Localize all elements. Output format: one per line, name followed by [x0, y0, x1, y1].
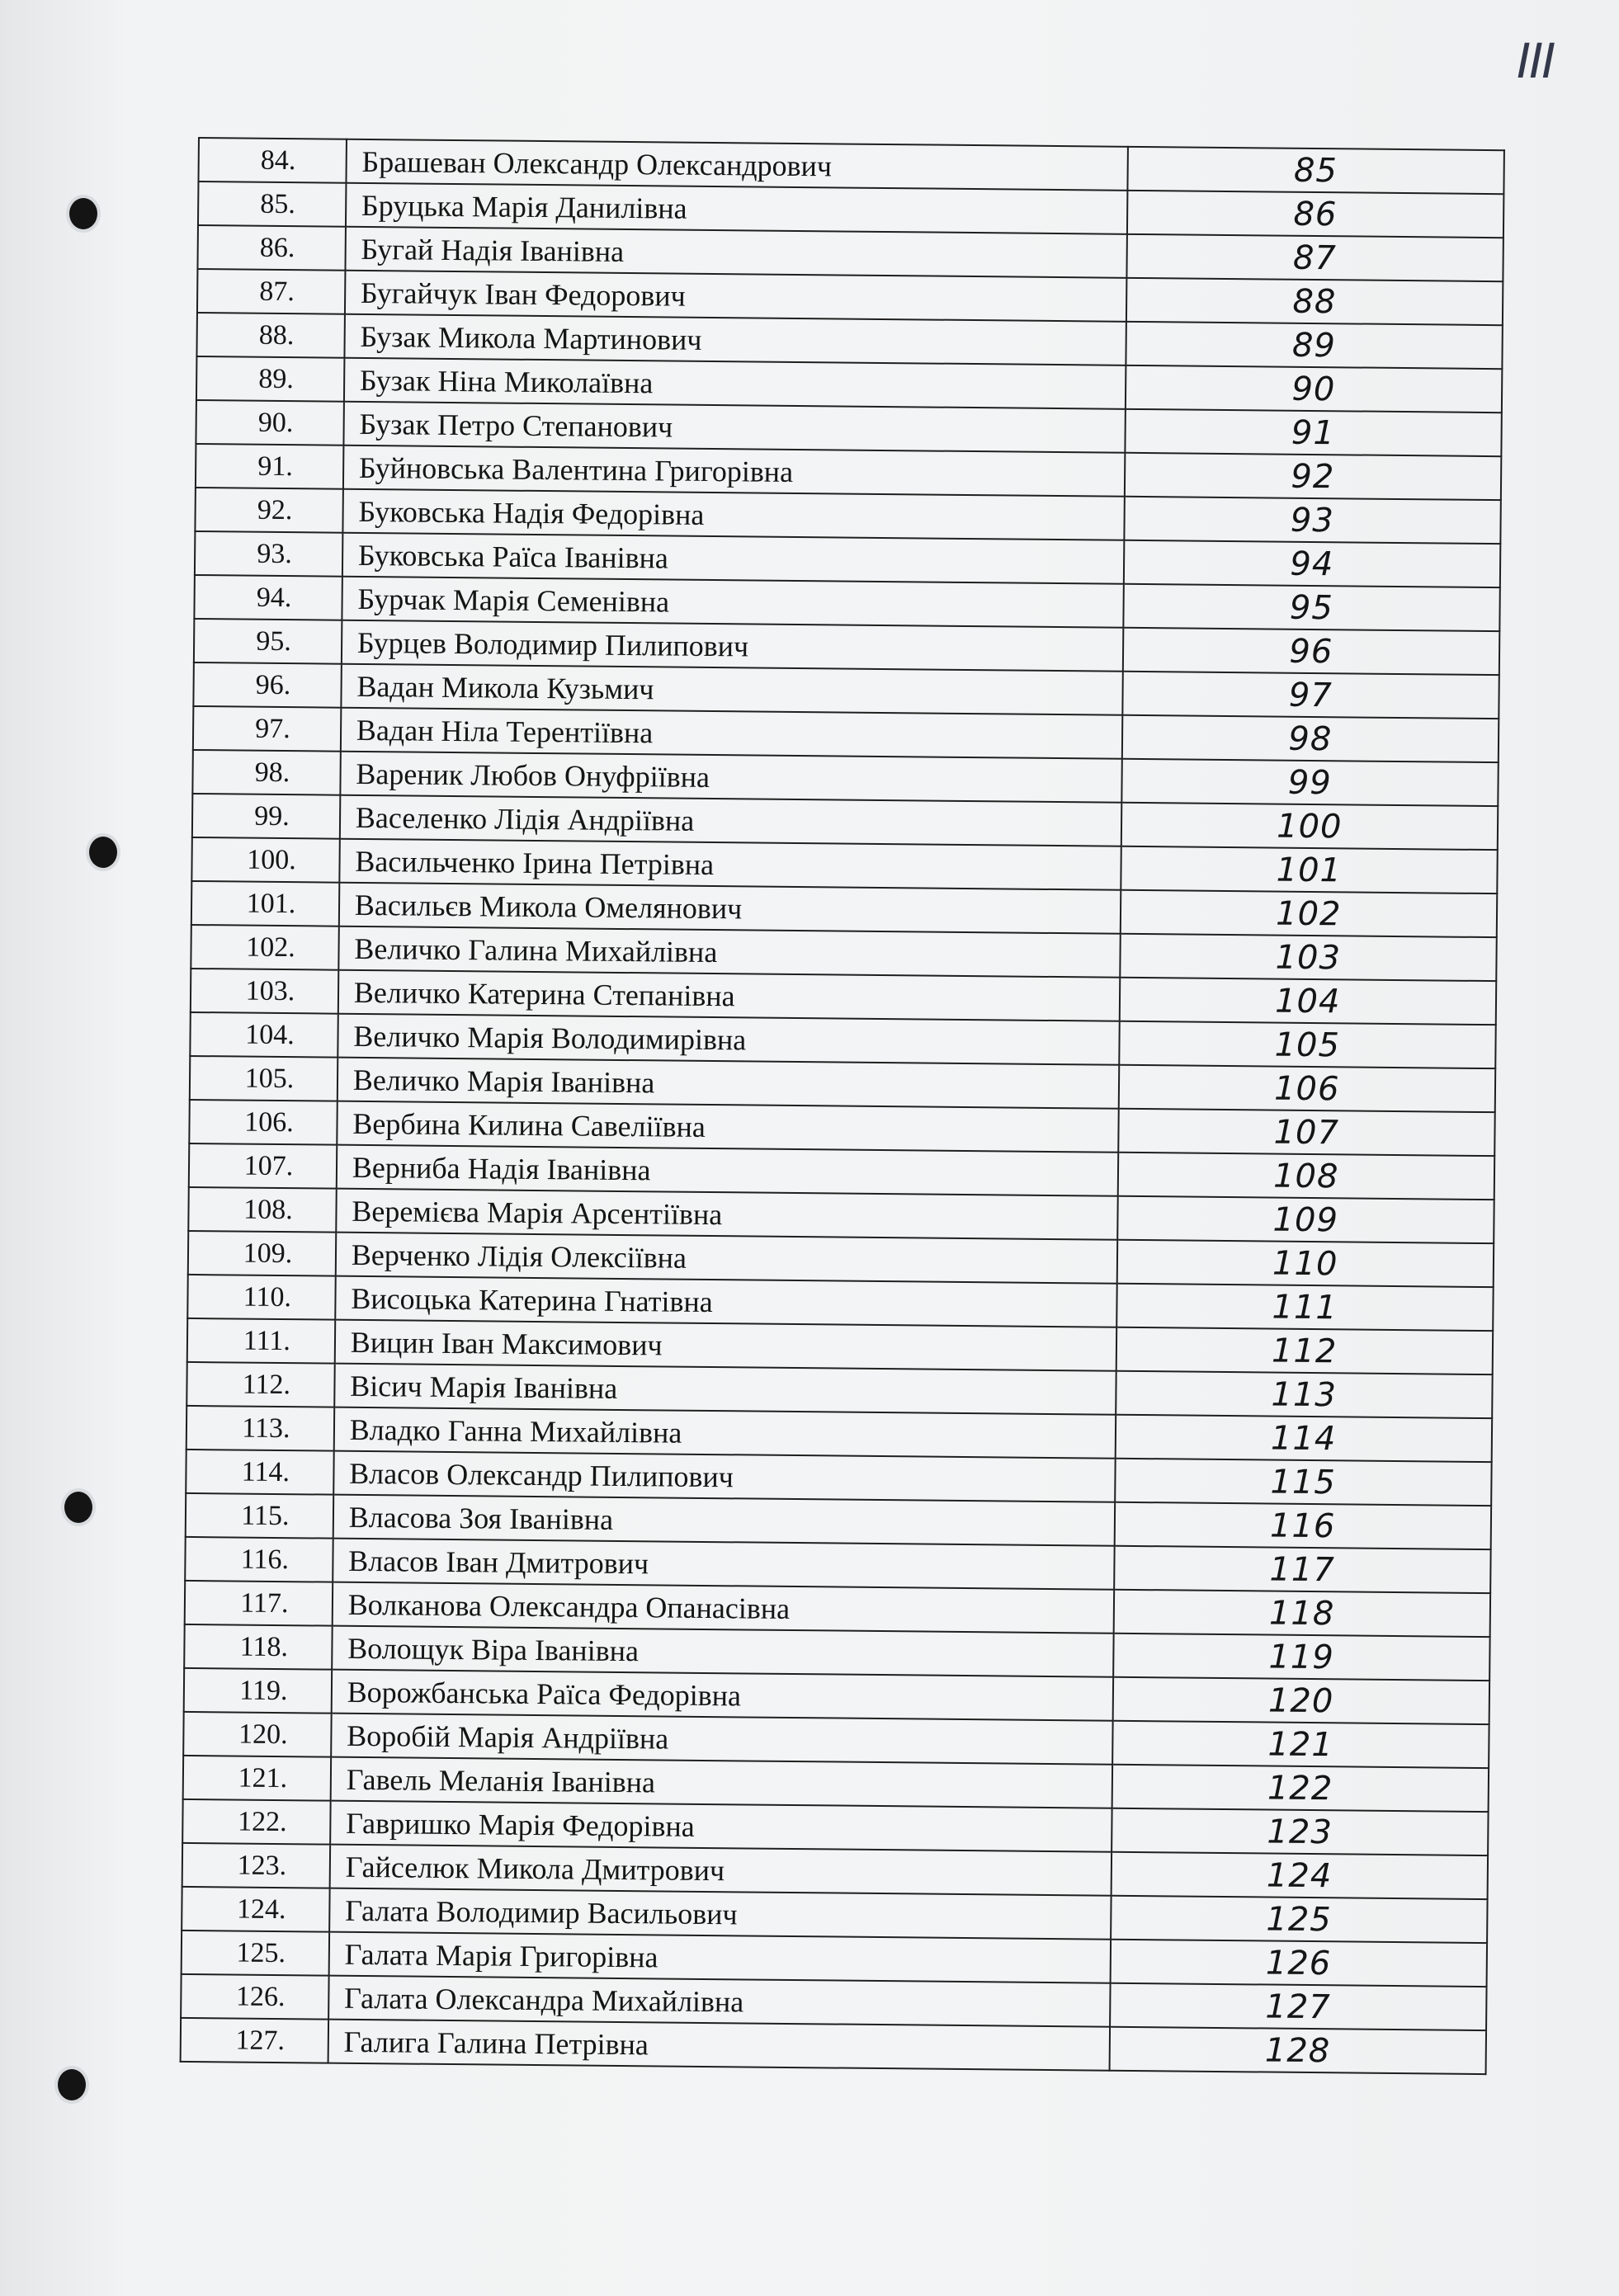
row-number: 102. [191, 925, 338, 970]
row-number: 105. [190, 1056, 337, 1101]
row-number: 86. [197, 225, 345, 271]
row-number: 116. [185, 1537, 333, 1582]
person-name: Вареник Любов Онуфріївна [340, 752, 1121, 803]
handwritten-sheet-number: 126 [1110, 1940, 1487, 1987]
handwritten-sheet-number: 118 [1113, 1590, 1490, 1637]
names-table [180, 137, 1505, 2075]
handwritten-sheet-number: 119 [1113, 1634, 1490, 1681]
row-number: 87. [197, 269, 345, 314]
person-name: Васеленко Лідія Андріївна [340, 795, 1121, 846]
handwritten-sheet-number: 104 [1119, 978, 1496, 1025]
handwritten-sheet-number: 108 [1117, 1153, 1494, 1200]
handwritten-sheet-number: 107 [1118, 1109, 1495, 1156]
row-number: 103. [191, 969, 338, 1014]
handwritten-sheet-number: 93 [1124, 497, 1501, 544]
person-name: Величко Галина Михайлівна [338, 926, 1120, 978]
handwritten-sheet-number: 124 [1111, 1852, 1488, 1899]
handwritten-sheet-number: 117 [1114, 1546, 1491, 1593]
person-name: Буковська Надія Федорівна [342, 489, 1124, 540]
row-number: 98. [192, 750, 340, 795]
punch-hole [58, 2069, 86, 2100]
handwritten-sheet-number: 91 [1125, 409, 1502, 456]
handwritten-sheet-number: 125 [1111, 1896, 1488, 1943]
handwritten-sheet-number: 92 [1124, 453, 1501, 500]
person-name: Воробій Марія Андріївна [331, 1714, 1112, 1765]
row-number: 97. [193, 706, 341, 752]
person-name: Васильєв Микола Омелянович [339, 883, 1121, 934]
row-number: 114. [186, 1450, 333, 1495]
person-name: Верниба Надія Іванівна [337, 1145, 1118, 1196]
person-name: Бурчак Марія Семенівна [342, 577, 1123, 628]
person-name: Власов Іван Дмитрович [333, 1539, 1114, 1590]
row-number: 101. [191, 881, 339, 926]
person-name: Волощук Віра Іванівна [332, 1626, 1113, 1677]
punch-hole [89, 837, 117, 868]
row-number: 92. [195, 488, 342, 533]
row-number: 111. [187, 1318, 335, 1364]
handwritten-sheet-number: 106 [1118, 1065, 1495, 1112]
handwritten-sheet-number: 100 [1121, 803, 1498, 850]
handwritten-sheet-number: 88 [1126, 278, 1503, 325]
row-number: 108. [188, 1187, 336, 1233]
person-name: Васильченко Ірина Петрівна [339, 839, 1121, 890]
person-name: Вицин Іван Максимович [335, 1320, 1116, 1371]
row-number: 94. [194, 575, 342, 620]
row-number: 115. [186, 1493, 333, 1539]
handwritten-sheet-number: 113 [1116, 1371, 1493, 1418]
row-number: 109. [188, 1231, 336, 1276]
person-name: Галата Олександра Михайлівна [328, 1976, 1110, 2027]
handwritten-sheet-number: 121 [1112, 1721, 1489, 1768]
person-name: Величко Марія Іванівна [337, 1058, 1119, 1109]
person-name: Буковська Раїса Іванівна [342, 533, 1124, 584]
handwritten-sheet-number: 99 [1121, 759, 1499, 806]
row-number: 95. [194, 619, 342, 664]
row-number: 104. [190, 1012, 337, 1058]
handwritten-sheet-number: 96 [1122, 628, 1499, 675]
row-number: 118. [184, 1624, 332, 1670]
person-name: Бугай Надія Іванівна [345, 227, 1126, 278]
person-name: Величко Катерина Степанівна [338, 970, 1120, 1021]
handwritten-sheet-number: 90 [1125, 365, 1502, 413]
handwritten-sheet-number: 123 [1112, 1808, 1489, 1855]
person-name: Висоцька Катерина Гнатівна [335, 1276, 1116, 1327]
punch-hole [69, 198, 97, 229]
handwritten-sheet-number: 122 [1112, 1765, 1489, 1812]
person-name: Гавель Меланія Іванівна [330, 1757, 1112, 1808]
person-name: Бузак Микола Мартинович [344, 314, 1126, 365]
person-name: Бузак Ніна Миколаївна [344, 358, 1126, 409]
row-number: 88. [196, 313, 344, 358]
row-number: 120. [183, 1712, 331, 1757]
row-number: 123. [182, 1843, 330, 1888]
person-name: Веремієва Марія Арсентіївна [336, 1189, 1117, 1240]
person-name: Вісич Марія Іванівна [334, 1364, 1116, 1415]
handwritten-sheet-number: 111 [1116, 1284, 1494, 1331]
row-number: 117. [185, 1581, 333, 1626]
person-name: Бурцев Володимир Пилипович [342, 620, 1123, 672]
handwritten-sheet-number: 105 [1119, 1021, 1496, 1068]
handwritten-sheet-number: 97 [1122, 672, 1499, 719]
handwritten-sheet-number: 85 [1127, 147, 1504, 194]
person-name: Вербина Килина Савеліївна [337, 1101, 1118, 1153]
page-stamp-number: III [1517, 33, 1555, 89]
handwritten-sheet-number: 103 [1120, 934, 1497, 981]
person-name: Галата Марія Григорівна [328, 1932, 1110, 1983]
person-name: Вадан Микола Кузьмич [341, 664, 1122, 715]
row-number: 107. [189, 1143, 337, 1189]
person-name: Брашеван Олександр Олександрович [346, 139, 1127, 191]
person-name: Галига Галина Петрівна [328, 2020, 1109, 2071]
row-number: 124. [182, 1887, 329, 1932]
punch-hole [64, 1492, 92, 1523]
handwritten-sheet-number: 102 [1120, 890, 1497, 937]
row-number: 122. [182, 1799, 330, 1845]
person-name: Вадан Ніла Терентіївна [341, 708, 1122, 759]
row-number: 112. [186, 1362, 334, 1407]
row-number: 85. [198, 182, 346, 227]
person-name: Гавришко Марія Федорівна [330, 1801, 1112, 1852]
handwritten-sheet-number: 112 [1116, 1327, 1493, 1374]
handwritten-sheet-number: 115 [1115, 1459, 1492, 1506]
handwritten-sheet-number: 110 [1116, 1240, 1494, 1287]
person-name: Величко Марія Володимирівна [337, 1014, 1119, 1065]
handwritten-sheet-number: 89 [1126, 322, 1503, 369]
row-number: 90. [196, 400, 343, 446]
row-number: 127. [181, 2018, 328, 2063]
handwritten-sheet-number: 120 [1112, 1677, 1489, 1724]
row-number: 93. [195, 531, 342, 577]
handwritten-sheet-number: 127 [1110, 1983, 1487, 2030]
person-name: Буйновська Валентина Григорівна [343, 446, 1125, 497]
handwritten-sheet-number: 109 [1117, 1196, 1494, 1243]
row-number: 110. [187, 1275, 335, 1320]
person-name: Галата Володимир Васильович [329, 1888, 1111, 1940]
person-name: Бруцька Марія Данилівна [346, 183, 1127, 234]
row-number: 91. [196, 444, 343, 489]
row-number: 100. [191, 837, 339, 883]
person-name: Владко Ганна Михайлівна [334, 1407, 1116, 1459]
handwritten-sheet-number: 114 [1115, 1415, 1492, 1462]
handwritten-sheet-number: 87 [1126, 234, 1503, 281]
handwritten-sheet-number: 86 [1126, 191, 1503, 238]
person-name: Ворожбанська Раїса Федорівна [331, 1670, 1112, 1721]
row-number: 106. [189, 1100, 337, 1145]
row-number: 96. [193, 662, 341, 708]
person-name: Волканова Олександра Опанасівна [332, 1582, 1113, 1634]
row-number: 125. [182, 1931, 329, 1976]
person-name: Власова Зоя Іванівна [333, 1495, 1115, 1546]
person-name: Бугайчук Іван Федорович [345, 271, 1126, 322]
row-number: 84. [198, 138, 346, 183]
row-number: 121. [183, 1756, 331, 1801]
row-number: 99. [192, 794, 340, 839]
handwritten-sheet-number: 116 [1114, 1502, 1491, 1549]
person-name: Гайселюк Микола Дмитрович [329, 1845, 1111, 1896]
handwritten-sheet-number: 101 [1121, 846, 1498, 893]
row-number: 113. [186, 1406, 334, 1451]
row-number: 119. [184, 1668, 332, 1714]
handwritten-sheet-number: 94 [1123, 540, 1500, 587]
handwritten-sheet-number: 128 [1109, 2027, 1486, 2074]
person-name: Власов Олександр Пилипович [333, 1451, 1115, 1502]
names-table-body [181, 138, 1504, 2074]
handwritten-sheet-number: 95 [1123, 584, 1500, 631]
row-number: 89. [196, 356, 344, 402]
handwritten-sheet-number: 98 [1121, 715, 1499, 762]
person-name: Бузак Петро Степанович [343, 402, 1125, 453]
row-number: 126. [181, 1974, 328, 2020]
person-name: Верченко Лідія Олексіївна [336, 1233, 1117, 1284]
